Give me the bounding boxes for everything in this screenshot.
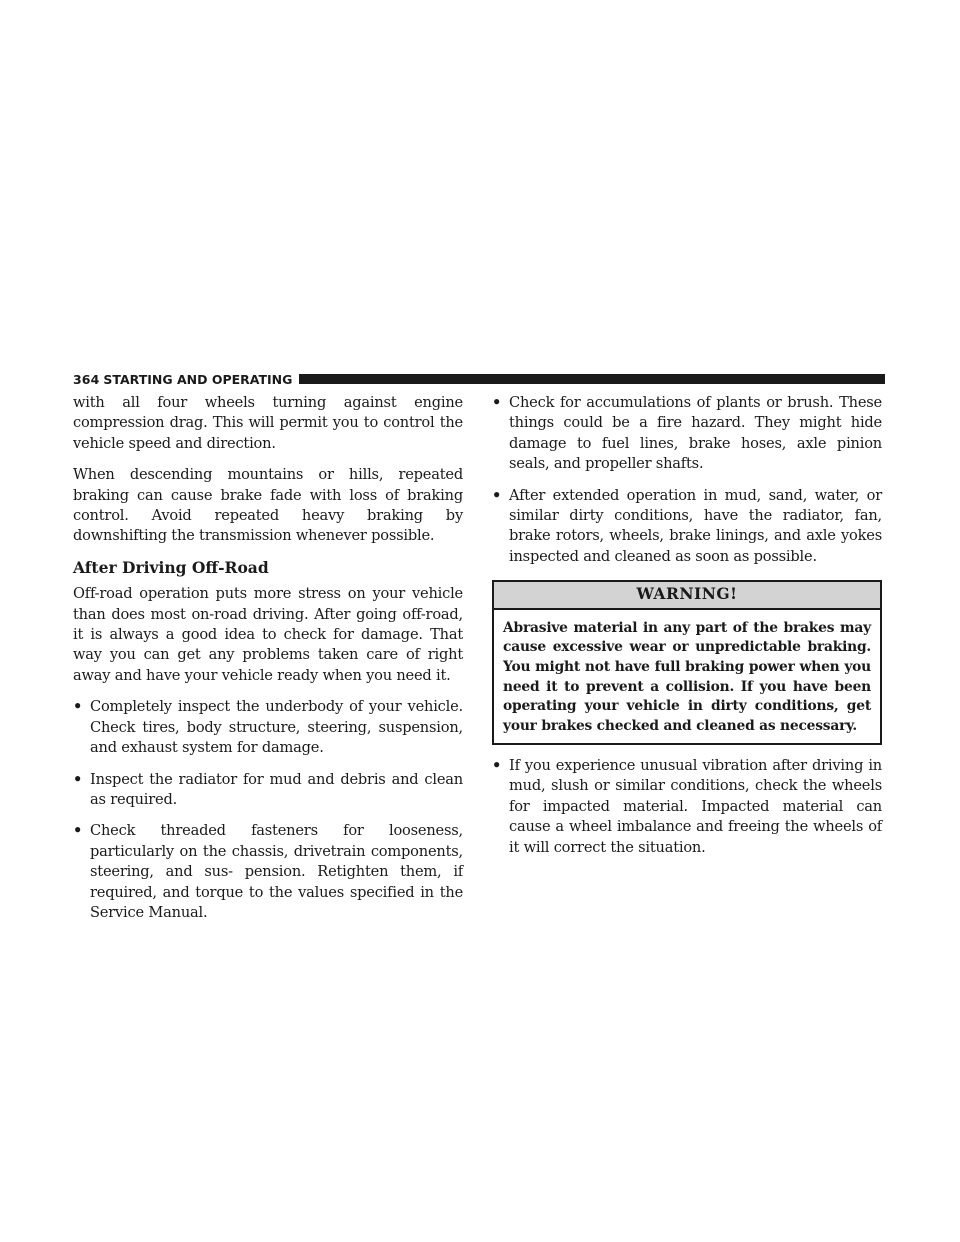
list-item xyxy=(73,697,463,758)
warning-body: Abrasive material in any part of the brakes may cause excessive wear or unpredictable braking. You might not have full braking power when you need it to prevent a collision. If you have been operating your vehicle in dirty conditions, get your brakes checked and cleaned as necessary. xyxy=(503,619,871,735)
warning-title: WARNING! xyxy=(494,582,880,609)
section-title: STARTING AND OPERATING xyxy=(103,371,293,387)
right-column xyxy=(492,393,882,869)
bullet-icon: • xyxy=(492,486,502,504)
list-item xyxy=(492,393,882,475)
list-item xyxy=(73,770,463,811)
bullet-icon: • xyxy=(73,822,83,840)
list-item-text: Completely inspect the underbody of your vehicle. Check tires, body structure, steering, suspension, and exhaust system for damage. xyxy=(90,698,463,757)
page-number: 364 xyxy=(73,371,100,387)
bullet-icon: • xyxy=(492,756,502,774)
left-column xyxy=(73,393,463,934)
header-rule xyxy=(299,374,885,384)
section-heading: After Driving Off-Road xyxy=(73,557,269,577)
list-item-text: After extended operation in mud, sand, water, or similar dirty conditions, have the radiator, fan, brake rotors, wheels, brake linings, and axle yokes inspected and cleaned as soon as possible. xyxy=(509,486,882,565)
list-item-text: Check for accumulations of plants or brush. These things could be a fire hazard. They might hide damage to fuel lines, brake hoses, axle pinion seals, and propeller shafts. xyxy=(509,394,882,473)
list-item xyxy=(492,486,882,568)
page-header xyxy=(73,371,885,387)
list-item xyxy=(492,756,882,858)
list-item-text: Check threaded fasteners for looseness, particularly on the chassis, drivetrain components, steering, and sus- pension. Retighten them, if required, and torque to the values specified in the Service Manual. xyxy=(90,822,463,921)
list-item xyxy=(73,821,463,923)
bullet-list xyxy=(492,756,882,858)
list-item-text: If you experience unusual vibration after driving in mud, slush or similar conditions, check the wheels for impacted material. Impacted material can cause a wheel imbalance and freeing the wheels of it will correct the situation. xyxy=(509,756,882,856)
bullet-icon: • xyxy=(73,770,83,788)
bullet-list xyxy=(73,697,463,923)
bullet-list xyxy=(492,393,882,567)
list-item-text: Inspect the radiator for mud and debris and clean as required. xyxy=(90,770,463,808)
paragraph: with all four wheels turning against engine compression drag. This will permit you to control the vehicle speed and direction. xyxy=(73,394,463,452)
warning-box xyxy=(492,580,882,745)
paragraph: Off-road operation puts more stress on your vehicle than does most on-road driving. After going off-road, it is always a good idea to check for damage. That way you can get any problems taken care of right away and have your vehicle ready when you need it. xyxy=(73,585,463,684)
bullet-icon: • xyxy=(492,394,502,411)
paragraph: When descending mountains or hills, repeated braking can cause brake fade with loss of braking control. Avoid repeated heavy braking by downshifting the transmission whenever possible. xyxy=(73,466,463,545)
bullet-icon: • xyxy=(73,698,83,716)
